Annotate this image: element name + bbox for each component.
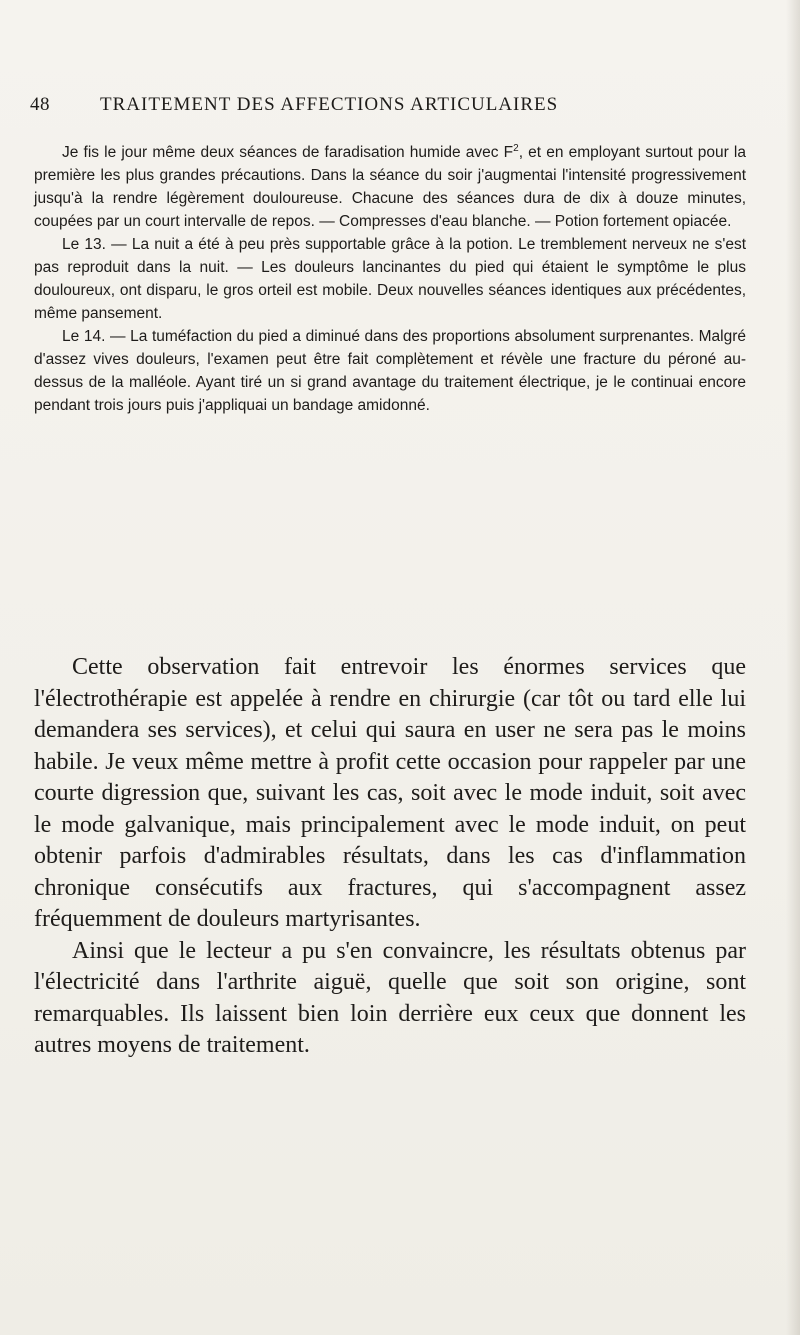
case-notes [34,141,746,417]
page-edge-shadow [786,0,800,1335]
running-title: TRAITEMENT DES AFFECTIONS ARTICULAIRES [100,94,559,115]
note-text: Je fis le jour même deux séances de faradisation humide avec F [62,144,514,161]
case-note-paragraph [34,141,746,233]
body-paragraph: Ainsi que le lecteur a pu s'en convaincre, les résultats obtenus par l'électricité dans l'arthrite aiguë, quelle que soit son origine, sont remarquables. Ils laissent bien loin derrière eux ceux que donnent les autres moyens de traitement. [34,937,746,1058]
case-note-paragraph: Le 14. — La tuméfaction du pied a diminué dans des proportions absolument surprenantes. Malgré d'assez vives douleurs, l'examen peut être fait complètement et révèle une fracture du péroné au-dessus de la malléole. Ayant tiré un si grand avantage du traitement électrique, je le continuai encore pendant trois jours puis j'appliquai un bandage amidonné. [34,328,746,414]
body-paragraph: Cette observation fait entrevoir les énormes services que l'électrothérapie est appelée à rendre en chirurgie (car tôt ou tard elle lui demandera ses services), et celui qui saura en user ne sera pas le moins habile. Je veux même mettre à profit cette occasion pour rappeler par une courte digression que, suivant les cas, soit avec le mode induit, soit avec le mode galvanique, mais principalement avec le mode induit, on peut obtenir parfois d'admirables résultats, dans les cas d'inflammation chronique consécutifs aux fractures, qui s'accompagnent assez fréquemment de douleurs martyrisantes. [34,654,746,932]
main-text [34,652,746,1062]
page-header [30,94,750,124]
case-note-paragraph: Le 13. — La nuit a été à peu près supportable grâce à la potion. Le tremblement nerveux ne s'est pas reproduit dans la nuit. — Les douleurs lancinantes du pied qui étaient le symptôme le plus douloureux, ont disparu, le gros orteil est mobile. Deux nouvelles séances identiques aux précédentes, même pansement. [34,236,746,322]
note-text: , et en employant surtout pour la première les plus grandes précautions. Dans la séance du soir j'augmentai l'intensité progressivement jusqu'à la rendre légèrement douloureuse. Chacune des séances dura de dix à douze minutes, coupées par un court intervalle de repos. — Compresses d'eau blanche. — Potion fortement opiacée. [34,144,746,230]
superscript: 2 [513,142,519,154]
page-number: 48 [30,94,50,115]
